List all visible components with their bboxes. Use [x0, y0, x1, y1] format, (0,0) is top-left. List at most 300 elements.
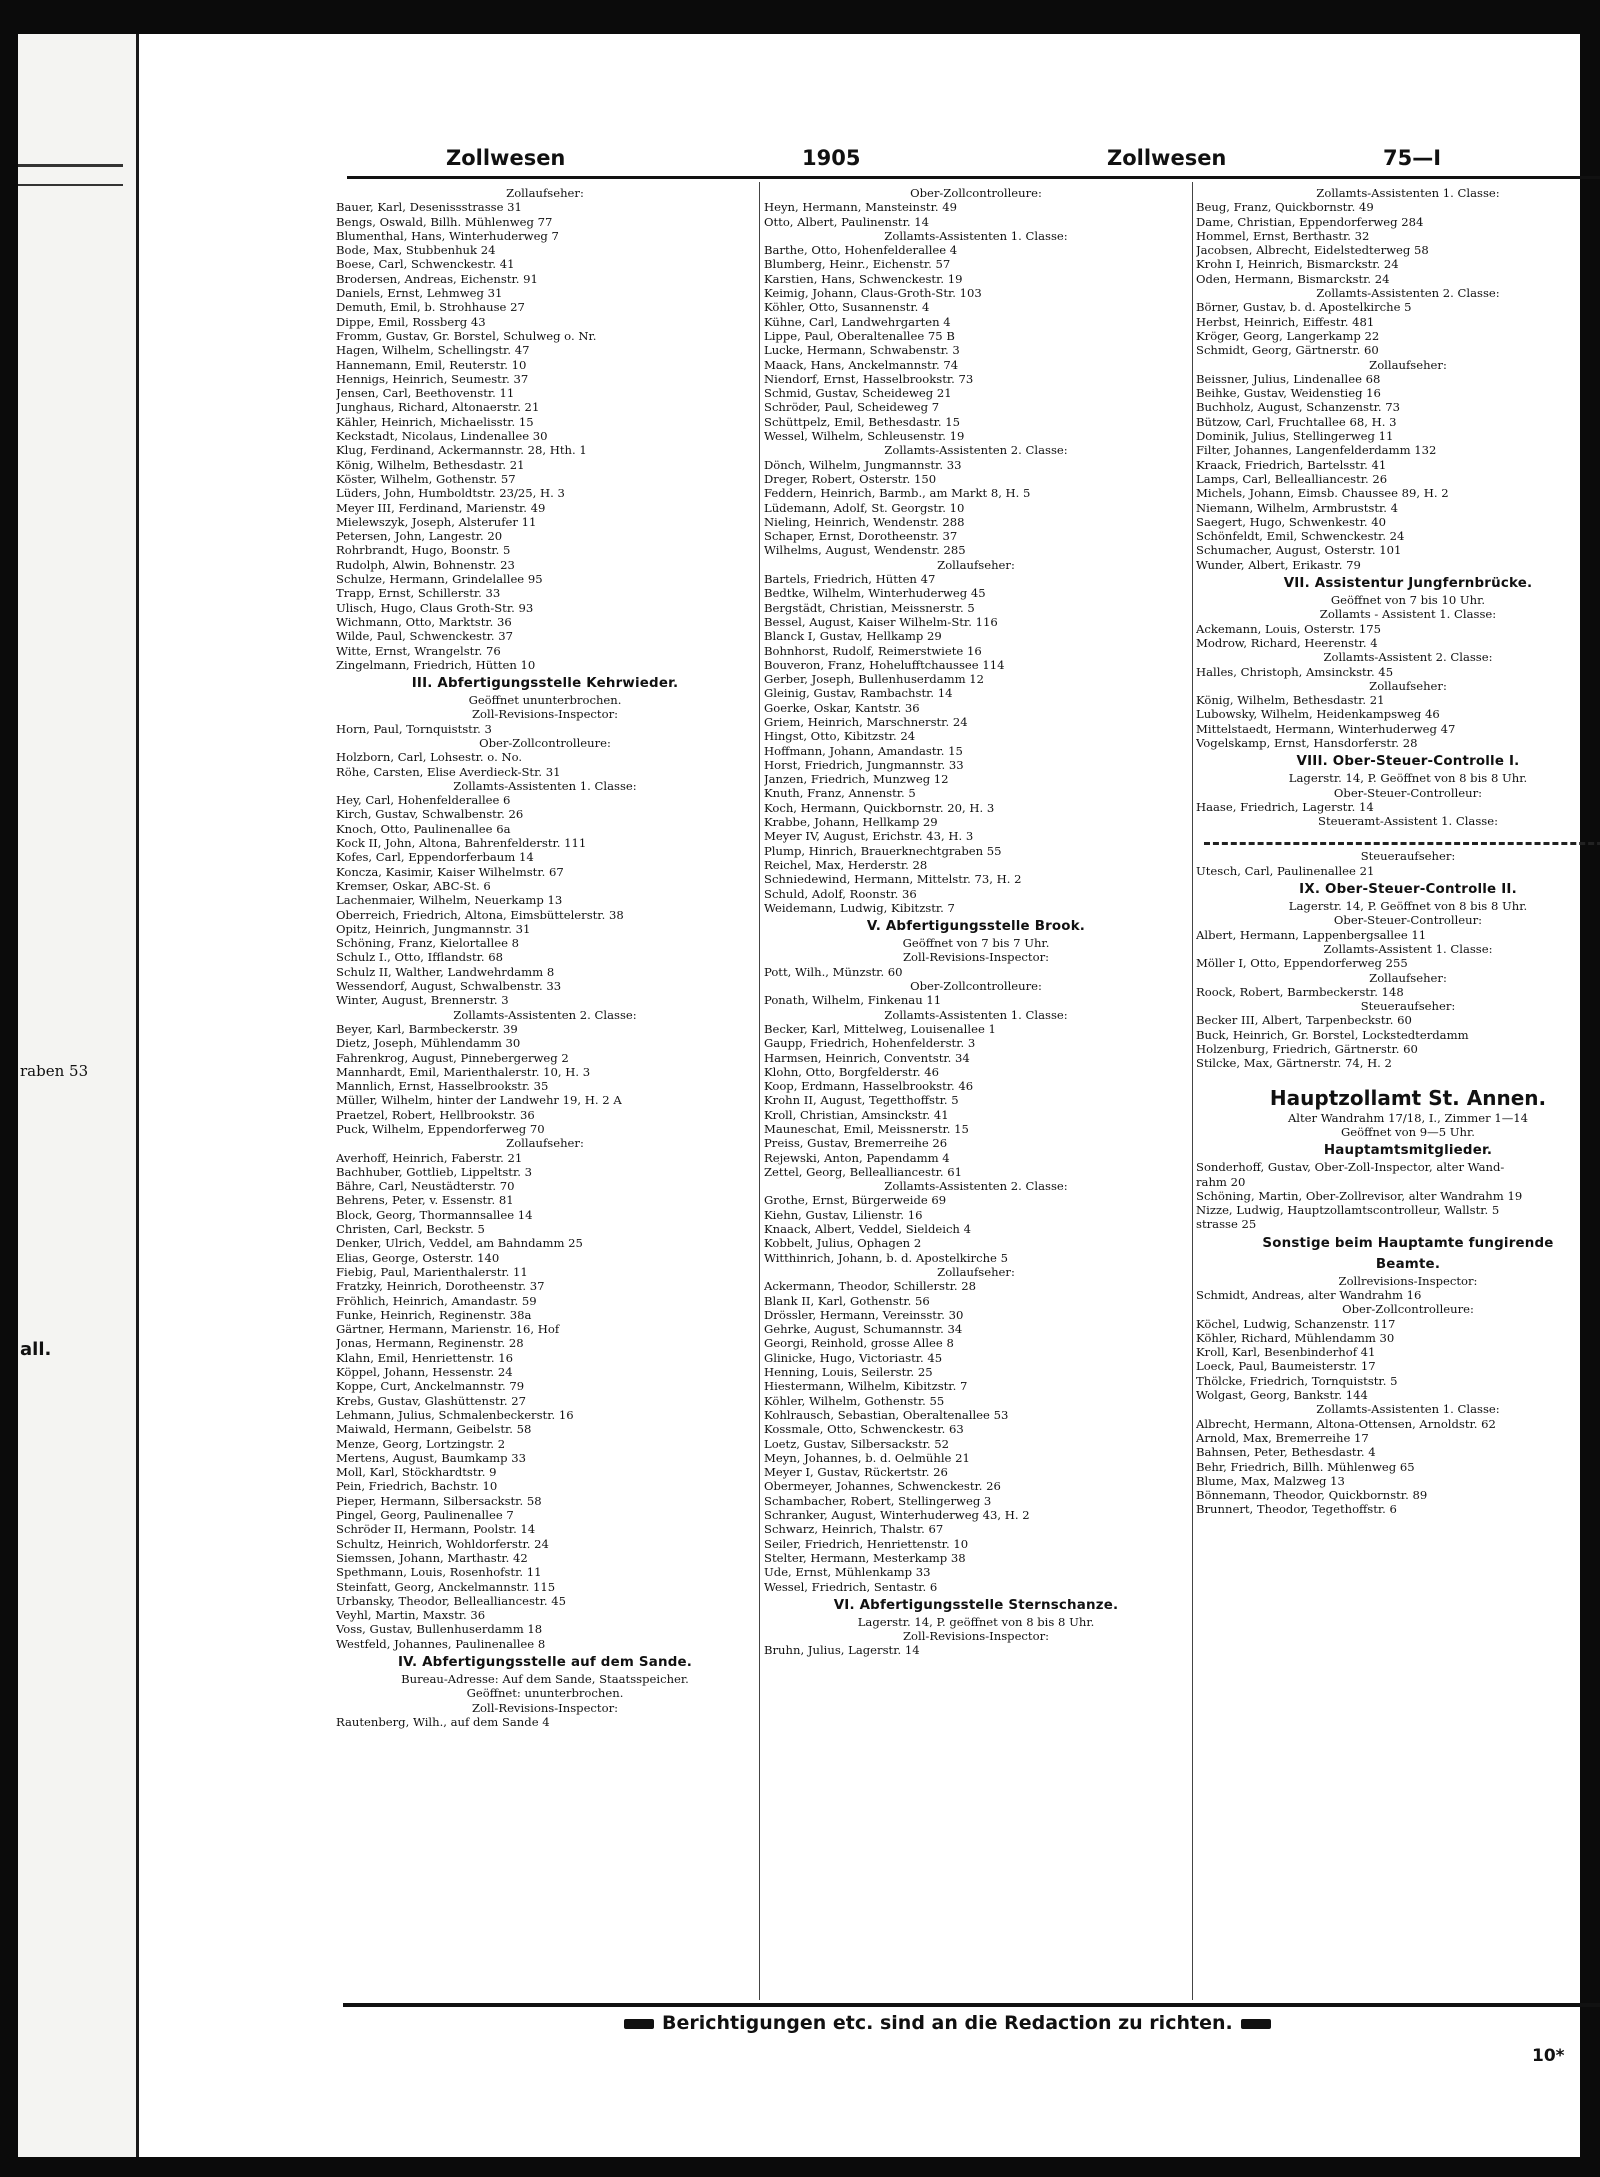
- directory-entry: Mauneschat, Emil, Meissnerstr. 15: [764, 1122, 969, 1136]
- directory-entry: Schaper, Ernst, Dorotheenstr. 37: [764, 529, 958, 544]
- directory-entry: Buchholz, August, Schanzenstr. 73: [1196, 400, 1401, 415]
- category-heading: Zollamts - Assistent 1. Classe:: [1319, 607, 1497, 622]
- directory-entry: Knuth, Franz, Annenstr. 5: [764, 786, 916, 801]
- directory-entry: Seiler, Friedrich, Henriettenstr. 10: [764, 1536, 969, 1551]
- scan-border-left: [0, 0, 18, 2177]
- directory-entry: Loeck, Paul, Baumeisterstr. 17: [1196, 1359, 1376, 1374]
- category-heading: Zoll-Revisions-Inspector:: [471, 707, 619, 722]
- prev-page-fragment: raben 53: [20, 1062, 89, 1080]
- directory-entry: Loetz, Gustav, Silbersackstr. 52: [764, 1436, 950, 1451]
- category-heading: Zoll-Revisions-Inspector:: [902, 1629, 1050, 1644]
- directory-entry: Kremser, Oskar, ABC-St. 6: [336, 878, 491, 893]
- directory-entry: Ulisch, Hugo, Claus Groth-Str. 93: [336, 600, 534, 615]
- directory-entry: Bauer, Karl, Desenissstrasse 31: [336, 200, 522, 215]
- directory-entry: Halles, Christoph, Amsinckstr. 45: [1196, 664, 1394, 679]
- directory-entry: Rautenberg, Wilh., auf dem Sande 4: [336, 1714, 550, 1729]
- column-separator: [1192, 182, 1193, 2000]
- prev-page-rule: [18, 164, 123, 167]
- directory-entry: Möller I, Otto, Eppendorferweg 255: [1196, 956, 1408, 971]
- directory-entry: Horst, Friedrich, Jungmannstr. 33: [764, 757, 964, 772]
- directory-entry: Junghaus, Richard, Altonaerstr. 21: [336, 400, 540, 415]
- directory-entry: Winter, August, Brennerstr. 3: [336, 993, 509, 1008]
- directory-entry: Ackermann, Theodor, Schillerstr. 28: [764, 1279, 977, 1294]
- directory-entry: Schröder, Paul, Scheideweg 7: [764, 400, 940, 415]
- directory-entry: König, Wilhelm, Bethesdastr. 21: [1196, 693, 1385, 708]
- vacant-line: [1204, 830, 1600, 845]
- section-note: Lagerstr. 14, P. geöffnet von 8 bis 8 Uhr.: [857, 1614, 1095, 1629]
- directory-entry: Pein, Friedrich, Bachstr. 10: [336, 1479, 498, 1494]
- directory-entry: Praetzel, Robert, Hellbrookstr. 36: [336, 1107, 535, 1122]
- category-heading: Zollaufseher:: [937, 1264, 1015, 1279]
- directory-entry: Wessel, Friedrich, Sentastr. 6: [764, 1579, 938, 1594]
- section-heading: VIII. Ober-Steuer-Controlle I.: [1296, 754, 1520, 770]
- directory-entry: Köhler, Otto, Susannenstr. 4: [764, 300, 930, 315]
- directory-entry: Kiehn, Gustav, Lilienstr. 16: [764, 1207, 923, 1222]
- directory-entry: Köhler, Wilhelm, Gothenstr. 55: [764, 1393, 945, 1408]
- directory-entry: Schultz, Heinrich, Wohldorferstr. 24: [336, 1536, 549, 1551]
- directory-entry: Pingel, Georg, Paulinenallee 7: [336, 1508, 514, 1523]
- directory-entry: Ude, Ernst, Mühlenkamp 33: [764, 1565, 931, 1580]
- directory-entry: Bähre, Carl, Neustädterstr. 70: [336, 1179, 515, 1194]
- category-heading: Zoll-Revisions-Inspector:: [902, 950, 1050, 965]
- directory-entry: Schumacher, August, Osterstr. 101: [1196, 543, 1402, 558]
- directory-entry: Horn, Paul, Tornquiststr. 3: [336, 721, 492, 736]
- footer-notice-text: Berichtigungen etc. sind an die Redaction zu richten.: [662, 2012, 1233, 2034]
- directory-entry: Henning, Louis, Seilerstr. 25: [764, 1365, 933, 1380]
- directory-entry: Steinfatt, Georg, Anckelmannstr. 115: [336, 1579, 556, 1594]
- category-heading: Zollamts-Assistenten 2. Classe:: [453, 1007, 637, 1022]
- directory-entry: Bode, Max, Stubbenhuk 24: [336, 243, 496, 258]
- directory-entry: Dreger, Robert, Osterstr. 150: [764, 471, 937, 486]
- section-heading: IV. Abfertigungsstelle auf dem Sande.: [397, 1654, 693, 1670]
- category-heading: Zollamts-Assistent 1. Classe:: [1323, 941, 1493, 956]
- directory-entry: Bützow, Carl, Fruchtallee 68, H. 3: [1196, 414, 1397, 429]
- directory-entry: Mielewszyk, Joseph, Alsterufer 11: [336, 514, 537, 529]
- section-note: Alter Wandrahm 17/18, I., Zimmer 1—14: [1287, 1110, 1529, 1125]
- column-separator: [759, 182, 760, 2000]
- directory-entry: Heyn, Hermann, Mansteinstr. 49: [764, 200, 957, 215]
- directory-entry: Niemann, Wilhelm, Armbruststr. 4: [1196, 500, 1399, 515]
- directory-entry: Niendorf, Ernst, Hasselbrookstr. 73: [764, 371, 974, 386]
- directory-entry: Lamps, Carl, Bellealliancestr. 26: [1196, 471, 1388, 486]
- category-heading: Steueramt-Assistent 1. Classe:: [1318, 814, 1498, 829]
- directory-entry: Oberreich, Friedrich, Altona, Eimsbüttelerstr. 38: [336, 907, 624, 922]
- directory-entry: Voss, Gustav, Bullenhuserdamm 18: [336, 1622, 543, 1637]
- directory-entry: Otto, Albert, Paulinenstr. 14: [764, 214, 929, 229]
- directory-entry: Bouveron, Franz, Hohelufftchaussee 114: [764, 657, 1005, 672]
- directory-entry: Klug, Ferdinand, Ackermannstr. 28, Hth. 1: [336, 443, 587, 458]
- directory-entry: Wilhelms, August, Wendenstr. 285: [764, 543, 966, 558]
- directory-entry: Harmsen, Heinrich, Conventstr. 34: [764, 1050, 970, 1065]
- category-heading: Ober-Zollcontrolleure:: [479, 735, 611, 750]
- directory-entry: Veyhl, Martin, Maxstr. 36: [336, 1608, 486, 1623]
- directory-entry: Gaupp, Friedrich, Hohenfelderstr. 3: [764, 1036, 976, 1051]
- directory-entry: Mannhardt, Emil, Marienthalerstr. 10, H. 3: [336, 1064, 591, 1079]
- category-heading: Zollamts-Assistenten 1. Classe:: [1316, 186, 1500, 200]
- directory-entry: Wilde, Paul, Schwenckestr. 37: [336, 629, 514, 644]
- directory-entry: Hennigs, Heinrich, Seumestr. 37: [336, 371, 529, 386]
- directory-entry: Mittelstaedt, Hermann, Winterhuderweg 47: [1196, 721, 1456, 736]
- category-heading: Zollaufseher:: [1369, 678, 1447, 693]
- section-note: Geöffnet ununterbrochen.: [468, 693, 622, 708]
- directory-entry: Meyer I, Gustav, Rückertstr. 26: [764, 1465, 948, 1480]
- directory-entry: Kossmale, Otto, Schwenckestr. 63: [764, 1422, 964, 1437]
- directory-entry: Krohn I, Heinrich, Bismarckstr. 24: [1196, 257, 1399, 272]
- category-heading: Ober-Steuer-Controlleur:: [1333, 913, 1483, 928]
- prev-page-fragment: all.: [20, 1339, 52, 1360]
- category-heading: Zollamts-Assistent 2. Classe:: [1323, 650, 1493, 665]
- directory-entry: Saegert, Hugo, Schwenkestr. 40: [1196, 514, 1386, 529]
- scan-border-bottom: [0, 2157, 1600, 2177]
- directory-entry: Hiestermann, Wilhelm, Kibitzstr. 7: [764, 1379, 968, 1394]
- directory-entry: Urbansky, Theodor, Bellealliancestr. 45: [336, 1593, 566, 1608]
- directory-entry: Herbst, Heinrich, Eiffestr. 481: [1196, 314, 1375, 329]
- directory-entry: Bahnsen, Peter, Bethesdastr. 4: [1196, 1445, 1376, 1460]
- directory-entry: Petersen, John, Langestr. 20: [336, 529, 503, 544]
- directory-entry: Moll, Karl, Stöckhardtstr. 9: [336, 1465, 497, 1480]
- directory-entry: Bartels, Friedrich, Hütten 47: [764, 572, 936, 587]
- directory-entry: Schöning, Martin, Ober-Zollrevisor, alter Wandrahm 19: [1196, 1188, 1523, 1203]
- directory-entry: Schröder II, Hermann, Poolstr. 14: [336, 1522, 536, 1537]
- directory-entry: Dönch, Wilhelm, Jungmannstr. 33: [764, 457, 962, 472]
- directory-entry: Krebs, Gustav, Glashüttenstr. 27: [336, 1393, 527, 1408]
- directory-entry: Bruhn, Julius, Lagerstr. 14: [764, 1643, 920, 1658]
- directory-entry: König, Wilhelm, Bethesdastr. 21: [336, 457, 525, 472]
- directory-entry: Puck, Wilhelm, Eppendorferweg 70: [336, 1122, 545, 1136]
- directory-entry: Köhler, Richard, Mühlendamm 30: [1196, 1330, 1395, 1345]
- directory-entry: Menze, Georg, Lortzingstr. 2: [336, 1436, 506, 1451]
- directory-entry: Lachenmaier, Wilhelm, Neuerkamp 13: [336, 893, 563, 908]
- category-heading: Zoll-Revisions-Inspector:: [471, 1700, 619, 1715]
- directory-entry: Koppe, Curt, Anckelmannstr. 79: [336, 1379, 525, 1394]
- prev-page-rule: [18, 184, 123, 186]
- directory-entry: Preiss, Gustav, Bremerreihe 26: [764, 1136, 948, 1151]
- directory-entry: Hannemann, Emil, Reuterstr. 10: [336, 357, 527, 372]
- directory-entry: Becker III, Albert, Tarpenbeckstr. 60: [1196, 1013, 1412, 1028]
- directory-entry: Vogelskamp, Ernst, Hansdorferstr. 28: [1196, 735, 1418, 750]
- directory-entry: Block, Georg, Thormannsallee 14: [336, 1207, 533, 1222]
- directory-entry: Christen, Carl, Beckstr. 5: [336, 1222, 485, 1237]
- directory-entry: Nizze, Ludwig, Hauptzollamtscontrolleur, Wallstr. 5: [1196, 1203, 1500, 1218]
- pointing-hand-left-icon: [624, 2019, 654, 2029]
- directory-entry: Fröhlich, Heinrich, Amandastr. 59: [336, 1293, 537, 1308]
- directory-entry: Beissner, Julius, Lindenallee 68: [1196, 371, 1381, 386]
- directory-entry: Holzenburg, Friedrich, Gärtnerstr. 60: [1196, 1042, 1418, 1057]
- directory-entry: Knoch, Otto, Paulinenallee 6a: [336, 821, 511, 836]
- page-number: 10*: [1532, 2046, 1565, 2066]
- directory-entry: Kroll, Christian, Amsinckstr. 41: [764, 1107, 949, 1122]
- directory-entry: Fiebig, Paul, Marienthalerstr. 11: [336, 1264, 528, 1279]
- footer-rule: [343, 2003, 1600, 2007]
- header-left-title: Zollwesen: [446, 146, 566, 170]
- directory-entry: Witthinrich, Johann, b. d. Apostelkirche 5: [764, 1250, 1008, 1265]
- directory-entry: Kähler, Heinrich, Michaelisstr. 15: [336, 414, 534, 429]
- directory-entry: Pieper, Hermann, Silbersackstr. 58: [336, 1493, 542, 1508]
- directory-entry: Reichel, Max, Herderstr. 28: [764, 857, 928, 872]
- directory-entry: Schmid, Gustav, Scheideweg 21: [764, 386, 952, 401]
- directory-entry: Schulz I., Otto, Ifflandstr. 68: [336, 950, 504, 965]
- directory-entry: Mertens, August, Baumkamp 33: [336, 1450, 526, 1465]
- section-note: Geöffnet von 9—5 Uhr.: [1341, 1124, 1475, 1139]
- directory-entry: Funke, Heinrich, Reginenstr. 38a: [336, 1307, 532, 1322]
- directory-entry: Rejewski, Anton, Papendamm 4: [764, 1150, 950, 1165]
- directory-entry: Wichmann, Otto, Marktstr. 36: [336, 614, 512, 629]
- directory-entry: Karstien, Hans, Schwenckestr. 19: [764, 271, 963, 286]
- directory-entry: Kirch, Gustav, Schwalbenstr. 26: [336, 807, 524, 822]
- directory-entry: Behrens, Peter, v. Essenstr. 81: [336, 1193, 514, 1208]
- directory-entry: Knaack, Albert, Veddel, Sieldeich 4: [764, 1222, 971, 1237]
- directory-entry: Arnold, Max, Bremerreihe 17: [1196, 1430, 1369, 1445]
- directory-entry: Lüders, John, Humboldtstr. 23/25, H. 3: [336, 486, 565, 501]
- directory-entry: Meyn, Johannes, b. d. Oelmühle 21: [764, 1450, 970, 1465]
- section-note: Bureau-Adresse: Auf dem Sande, Staatsspeicher.: [401, 1671, 689, 1686]
- directory-entry: Bessel, August, Kaiser Wilhelm-Str. 116: [764, 614, 998, 629]
- directory-entry: Kröger, Georg, Langerkamp 22: [1196, 328, 1380, 343]
- directory-entry: Kroll, Karl, Besenbinderhof 41: [1196, 1345, 1376, 1360]
- directory-entry: Albrecht, Hermann, Altona-Ottensen, Arnoldstr. 62: [1196, 1416, 1496, 1431]
- directory-entry: rahm 20: [1196, 1174, 1246, 1189]
- header-rule: [347, 176, 1600, 179]
- directory-entry: Krabbe, Johann, Hellkamp 29: [764, 815, 938, 830]
- category-heading: Zollaufseher:: [506, 1136, 584, 1151]
- directory-entry: Buck, Heinrich, Gr. Borstel, Lockstedterdamm: [1196, 1027, 1469, 1042]
- header-year: 1905: [802, 146, 861, 170]
- section-heading: VII. Assistentur Jungfernbrücke.: [1283, 576, 1533, 592]
- directory-entry: Beug, Franz, Quickbornstr. 49: [1196, 200, 1374, 215]
- directory-entry: Ackemann, Louis, Osterstr. 175: [1196, 621, 1382, 636]
- directory-entry: Kühne, Carl, Landwehrgarten 4: [764, 314, 951, 329]
- section-heading: Sonstige beim Hauptamte fungirende: [1262, 1235, 1554, 1251]
- directory-entry: Ponath, Wilhelm, Finkenau 11: [764, 993, 942, 1008]
- directory-entry: Beihke, Gustav, Weidenstieg 16: [1196, 386, 1381, 401]
- category-heading: Zollamts-Assistenten 2. Classe:: [1316, 286, 1500, 301]
- directory-entry: Demuth, Emil, b. Strohhause 27: [336, 300, 525, 315]
- directory-entry: Stilcke, Max, Gärtnerstr. 74, H. 2: [1196, 1056, 1392, 1071]
- directory-entry: Jacobsen, Albrecht, Eidelstedterweg 58: [1196, 243, 1429, 258]
- directory-entry: Schmidt, Georg, Gärtnerstr. 60: [1196, 343, 1379, 358]
- category-heading: Ober-Zollcontrolleure:: [910, 186, 1042, 200]
- directory-entry: Pott, Wilh., Münzstr. 60: [764, 964, 903, 979]
- directory-entry: Utesch, Carl, Paulinenallee 21: [1196, 863, 1375, 878]
- directory-entry: Dame, Christian, Eppendorferweg 284: [1196, 214, 1424, 229]
- directory-entry: Janzen, Friedrich, Munzweg 12: [764, 772, 949, 787]
- directory-entry: Sonderhoff, Gustav, Ober-Zoll-Inspector, alter Wand-: [1196, 1160, 1505, 1175]
- directory-entry: Dietz, Joseph, Mühlendamm 30: [336, 1036, 521, 1051]
- header-page-ref: 75—I: [1383, 146, 1442, 170]
- directory-entry: Schranker, August, Winterhuderweg 43, H. 2: [764, 1508, 1030, 1523]
- footer-notice: [616, 2012, 1279, 2034]
- directory-entry: Maack, Hans, Anckelmannstr. 74: [764, 357, 959, 372]
- directory-entry: Meyer III, Ferdinand, Marienstr. 49: [336, 500, 546, 515]
- directory-entry: Brunnert, Theodor, Tegethoffstr. 6: [1196, 1502, 1397, 1517]
- directory-entry: Keimig, Johann, Claus-Groth-Str. 103: [764, 286, 982, 301]
- directory-entry: Wessel, Wilhelm, Schleusenstr. 19: [764, 429, 965, 444]
- directory-entry: Bachhuber, Gottlieb, Lippeltstr. 3: [336, 1164, 532, 1179]
- directory-entry: Averhoff, Heinrich, Faberstr. 21: [336, 1150, 523, 1165]
- directory-entry: Koch, Hermann, Quickbornstr. 20, H. 3: [764, 800, 995, 815]
- section-note: Lagerstr. 14, P. Geöffnet von 8 bis 8 Uhr.: [1288, 771, 1528, 786]
- directory-entry: Köchel, Ludwig, Schanzenstr. 117: [1196, 1316, 1396, 1331]
- directory-entry: Hingst, Otto, Kibitzstr. 24: [764, 729, 916, 744]
- directory-entry: Koop, Erdmann, Hasselbrookstr. 46: [764, 1079, 974, 1094]
- category-heading: Zollamts-Assistenten 1. Classe:: [884, 228, 1068, 243]
- directory-entry: Albert, Hermann, Lappenbergsallee 11: [1196, 927, 1427, 942]
- directory-entry: Spethmann, Louis, Rosenhofstr. 11: [336, 1565, 542, 1580]
- directory-entry: Filter, Johannes, Langenfelderdamm 132: [1196, 443, 1437, 458]
- directory-entry: Weidemann, Ludwig, Kibitzstr. 7: [764, 900, 955, 915]
- directory-entry: Holzborn, Carl, Lohsestr. o. No.: [336, 750, 523, 765]
- directory-entry: Hey, Carl, Hohenfelderallee 6: [336, 793, 511, 808]
- directory-entry: Lüdemann, Adolf, St. Georgstr. 10: [764, 500, 965, 515]
- directory-entry: Hommel, Ernst, Berthastr. 32: [1196, 228, 1370, 243]
- directory-entry: Daniels, Ernst, Lehmweg 31: [336, 286, 503, 301]
- directory-entry: Jonas, Hermann, Reginenstr. 28: [336, 1336, 524, 1351]
- directory-entry: Gerber, Joseph, Bullenhuserdamm 12: [764, 672, 985, 687]
- column-3: [1196, 186, 1600, 1517]
- directory-entry: Börner, Gustav, b. d. Apostelkirche 5: [1196, 300, 1412, 315]
- directory-entry: Lucke, Hermann, Schwabenstr. 3: [764, 343, 960, 358]
- directory-entry: Meyer IV, August, Erichstr. 43, H. 3: [764, 829, 974, 844]
- directory-entry: Kraack, Friedrich, Bartelsstr. 41: [1196, 457, 1387, 472]
- directory-entry: Blumberg, Heinr., Eichenstr. 57: [764, 257, 951, 272]
- directory-entry: Denker, Ulrich, Veddel, am Bahndamm 25: [336, 1236, 583, 1251]
- directory-entry: Fahrenkrog, August, Pinnebergerweg 2: [336, 1050, 569, 1065]
- directory-entry: Kohlrausch, Sebastian, Oberaltenallee 53: [764, 1407, 1009, 1422]
- directory-entry: Westfeld, Johannes, Paulinenallee 8: [336, 1636, 546, 1651]
- directory-entry: Georgi, Reinhold, grosse Allee 8: [764, 1336, 954, 1351]
- section-note: Lagerstr. 14, P. Geöffnet von 8 bis 8 Uhr.: [1288, 899, 1528, 914]
- directory-entry: Schulze, Hermann, Grindelallee 95: [336, 572, 543, 587]
- scan-border-top: [0, 0, 1600, 34]
- directory-entry: Plump, Hinrich, Brauerknechtgraben 55: [764, 843, 1002, 858]
- directory-entry: Blank II, Karl, Gothenstr. 56: [764, 1293, 930, 1308]
- directory-entry: Wunder, Albert, Erikastr. 79: [1196, 557, 1361, 572]
- directory-entry: Gärtner, Hermann, Marienstr. 16, Hof: [336, 1322, 560, 1337]
- directory-entry: Opitz, Heinrich, Jungmannstr. 31: [336, 921, 531, 936]
- directory-entry: Dippe, Emil, Rossberg 43: [336, 314, 486, 329]
- category-heading: Zollamts-Assistenten 2. Classe:: [884, 443, 1068, 458]
- directory-entry: Brodersen, Andreas, Eichenstr. 91: [336, 271, 538, 286]
- directory-entry: Krohn II, August, Tegetthoffstr. 5: [764, 1093, 959, 1108]
- directory-entry: Wessendorf, August, Schwalbenstr. 33: [336, 979, 562, 994]
- directory-entry: Modrow, Richard, Heerenstr. 4: [1196, 635, 1378, 650]
- directory-entry: Feddern, Heinrich, Barmb., am Markt 8, H. 5: [764, 486, 1031, 501]
- directory-entry: Blumenthal, Hans, Winterhuderweg 7: [336, 228, 559, 243]
- directory-entry: Bohnhorst, Rudolf, Reimerstwiete 16: [764, 643, 982, 658]
- directory-entry: Barthe, Otto, Hohenfelderallee 4: [764, 243, 958, 258]
- category-heading: Zollamts-Assistenten 1. Classe:: [1316, 1402, 1500, 1417]
- directory-entry: Fratzky, Heinrich, Dorotheenstr. 37: [336, 1279, 545, 1294]
- section-heading: III. Abfertigungsstelle Kehrwieder.: [411, 676, 679, 692]
- section-heading: IX. Ober-Steuer-Controlle II.: [1299, 882, 1517, 898]
- directory-entry: Michels, Johann, Eimsb. Chaussee 89, H. 2: [1196, 486, 1449, 501]
- directory-entry: Kofes, Carl, Eppendorferbaum 14: [336, 850, 534, 865]
- directory-entry: Zingelmann, Friedrich, Hütten 10: [336, 657, 536, 672]
- directory-entry: Gleinig, Gustav, Rambachstr. 14: [764, 686, 953, 701]
- directory-entry: Schuld, Adolf, Roonstr. 36: [764, 886, 917, 901]
- directory-entry: Lehmann, Julius, Schmalenbeckerstr. 16: [336, 1407, 574, 1422]
- directory-entry: Dominik, Julius, Stellingerweg 11: [1196, 429, 1394, 444]
- directory-entry: Beyer, Karl, Barmbeckerstr. 39: [336, 1021, 518, 1036]
- directory-entry: Thölcke, Friedrich, Tornquiststr. 5: [1196, 1373, 1398, 1388]
- category-heading: Zollaufseher:: [937, 557, 1015, 572]
- directory-entry: Keckstadt, Nicolaus, Lindenallee 30: [336, 429, 548, 444]
- directory-entry: Schulz II, Walther, Landwehrdamm 8: [336, 964, 555, 979]
- directory-entry: Hoffmann, Johann, Amandastr. 15: [764, 743, 963, 758]
- directory-entry: Lubowsky, Wilhelm, Heidenkampsweg 46: [1196, 707, 1440, 722]
- category-heading: Ober-Zollcontrolleure:: [910, 979, 1042, 994]
- directory-entry: Bedtke, Wilhelm, Winterhuderweg 45: [764, 586, 986, 601]
- category-heading: Steueraufseher:: [1360, 849, 1456, 864]
- pointing-hand-right-icon: [1241, 2019, 1271, 2029]
- header-right-title: Zollwesen: [1107, 146, 1227, 170]
- directory-page: [150, 34, 1580, 2157]
- category-heading: Zollaufseher:: [1369, 357, 1447, 372]
- office-title: Hauptzollamt St. Annen.: [1269, 1085, 1547, 1110]
- directory-entry: Schwarz, Heinrich, Thalstr. 67: [764, 1522, 944, 1537]
- directory-entry: Haase, Friedrich, Lagerstr. 14: [1196, 799, 1374, 814]
- directory-entry: Lippe, Paul, Oberaltenallee 75 B: [764, 328, 955, 343]
- category-heading: Zollaufseher:: [506, 186, 584, 200]
- directory-entry: Wolgast, Georg, Bankstr. 144: [1196, 1388, 1368, 1403]
- directory-entry: Zettel, Georg, Bellealliancestr. 61: [764, 1164, 963, 1179]
- category-heading: Steueraufseher:: [1360, 999, 1456, 1014]
- directory-entry: Gehrke, August, Schumannstr. 34: [764, 1322, 963, 1337]
- directory-entry: Maiwald, Hermann, Geibelstr. 58: [336, 1422, 532, 1437]
- directory-entry: Obermeyer, Johannes, Schwenckestr. 26: [764, 1479, 1001, 1494]
- directory-entry: Witte, Ernst, Wrangelstr. 76: [336, 643, 501, 658]
- section-note: Geöffnet von 7 bis 7 Uhr.: [902, 936, 1050, 951]
- section-heading: Beamte.: [1375, 1256, 1441, 1272]
- directory-entry: Klohn, Otto, Borgfelderstr. 46: [764, 1064, 939, 1079]
- category-heading: Zollamts-Assistenten 1. Classe:: [884, 1007, 1068, 1022]
- directory-entry: Trapp, Ernst, Schillerstr. 33: [336, 586, 501, 601]
- directory-entry: Becker, Karl, Mittelweg, Louisenallee 1: [764, 1021, 996, 1036]
- directory-entry: Elias, George, Osterstr. 140: [336, 1250, 500, 1265]
- directory-entry: Glinicke, Hugo, Victoriastr. 45: [764, 1350, 943, 1365]
- category-heading: Ober-Steuer-Controlleur:: [1333, 785, 1483, 800]
- directory-entry: Schambacher, Robert, Stellingerweg 3: [764, 1493, 992, 1508]
- directory-entry: strasse 25: [1196, 1217, 1257, 1232]
- directory-entry: Drössler, Hermann, Vereinsstr. 30: [764, 1307, 964, 1322]
- directory-entry: Grothe, Ernst, Bürgerweide 69: [764, 1193, 947, 1208]
- section-heading: Hauptamtsmitglieder.: [1323, 1143, 1493, 1159]
- directory-entry: Siemssen, Johann, Marthastr. 42: [336, 1550, 528, 1565]
- directory-entry: Kobbelt, Julius, Ophagen 2: [764, 1236, 922, 1251]
- column-2: [764, 186, 1188, 1658]
- directory-entry: Roock, Robert, Barmbeckerstr. 148: [1196, 984, 1404, 999]
- directory-entry: Schmidt, Andreas, alter Wandrahm 16: [1196, 1288, 1422, 1302]
- directory-entry: Müller, Wilhelm, hinter der Landwehr 19, H. 2 A: [336, 1093, 622, 1108]
- directory-entry: Blanck I, Gustav, Hellkamp 29: [764, 629, 942, 644]
- directory-entry: Schöning, Franz, Kielortallee 8: [336, 936, 519, 951]
- directory-entry: Kock II, John, Altona, Bahrenfelderstr. 111: [336, 836, 587, 851]
- directory-entry: Koncza, Kasimir, Kaiser Wilhelmstr. 67: [336, 864, 564, 879]
- category-heading: Zollaufseher:: [1369, 970, 1447, 985]
- directory-entry: Rudolph, Alwin, Bohnenstr. 23: [336, 557, 515, 572]
- directory-entry: Schönfeldt, Emil, Schwenckestr. 24: [1196, 529, 1405, 544]
- directory-entry: Mannlich, Ernst, Hasselbrookstr. 35: [336, 1079, 549, 1094]
- column-1: [336, 186, 754, 1729]
- directory-entry: Hagen, Wilhelm, Schellingstr. 47: [336, 343, 530, 358]
- section-heading: V. Abfertigungsstelle Brook.: [866, 919, 1086, 935]
- directory-entry: Oden, Hermann, Bismarckstr. 24: [1196, 271, 1390, 286]
- directory-entry: Köppel, Johann, Hessenstr. 24: [336, 1365, 513, 1380]
- directory-entry: Nieling, Heinrich, Wendenstr. 288: [764, 514, 965, 529]
- directory-entry: Blume, Max, Malzweg 13: [1196, 1473, 1345, 1488]
- directory-entry: Bengs, Oswald, Billh. Mühlenweg 77: [336, 214, 553, 229]
- section-note: Geöffnet: ununterbrochen.: [466, 1686, 624, 1701]
